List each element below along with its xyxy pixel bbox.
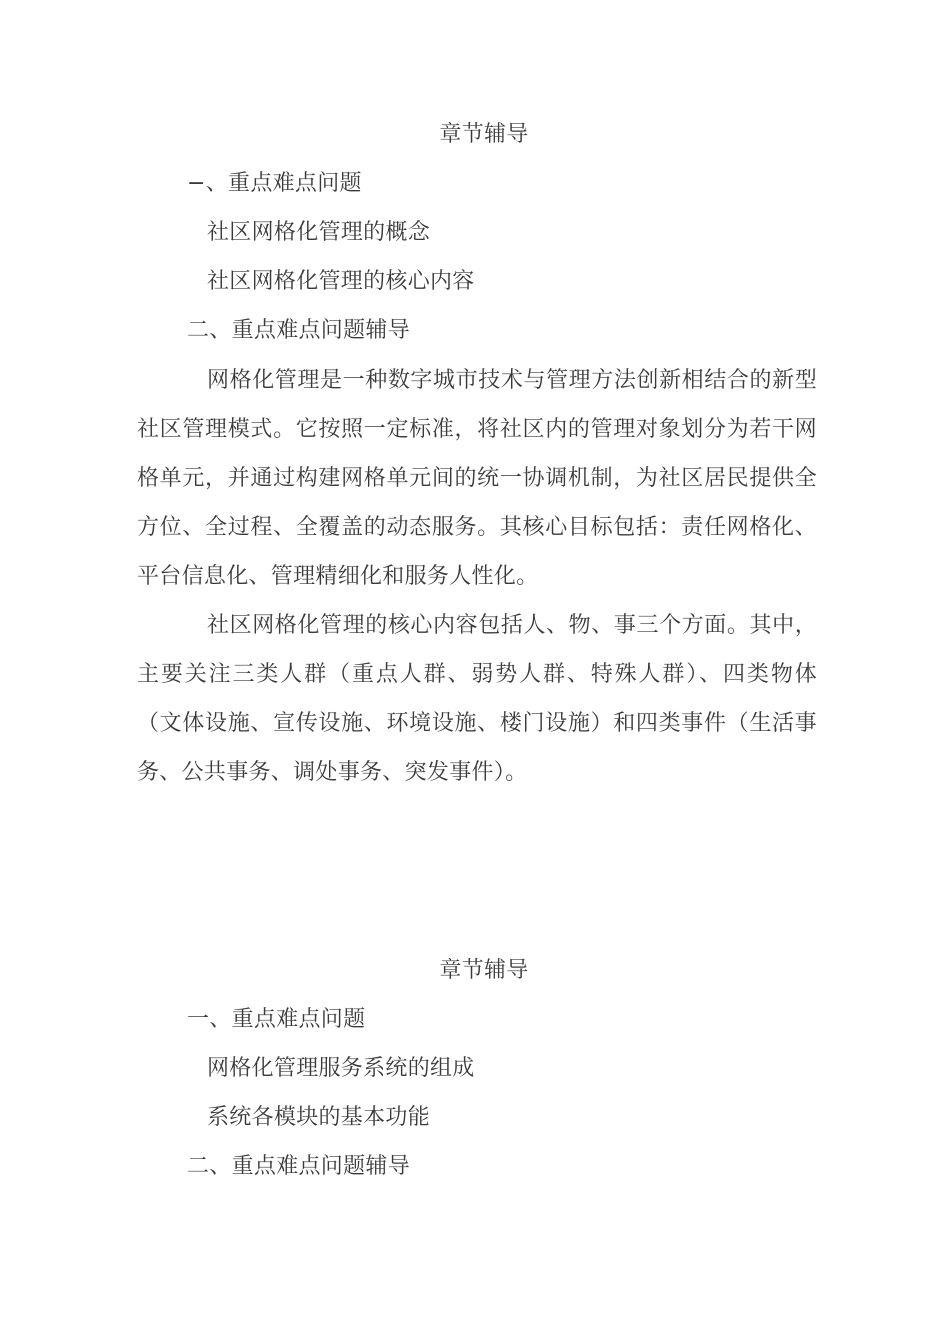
section1-paragraph-definition: 网格化管理是一种数字城市技术与管理方法创新相结合的新型社区管理模式。它按照一定标准，将社区内的管理对象划分为若干网格单元，并通过构建网格单元间的统一协调机制，为社区居民提供全方位、全过程、全覆盖的动态服务。其核心目标包括：责任网格化、平台信息化、管理精细化和服务人性化。 <box>137 368 817 589</box>
section1-title: 章节辅导 <box>439 122 529 147</box>
section2-heading-guidance: 二、重点难点问题辅导 <box>187 1154 411 1179</box>
section1-paragraph-core-content: 社区网格化管理的核心内容包括人、物、事三个方面。其中，主要关注三类人群（重点人群、弱势人群、特殊人群）、四类物体（文体设施、宣传设施、环境设施、楼门设施）和四类事件（生活事务、公共事务、调处事务、突发事件）。 <box>137 613 817 785</box>
section1-item-core-content: 社区网格化管理的核心内容 <box>207 269 475 294</box>
section2-title: 章节辅导 <box>439 958 529 983</box>
section1-heading-guidance: 二、重点难点问题辅导 <box>187 318 411 343</box>
section1-item-concept: 社区网格化管理的概念 <box>207 220 431 245</box>
section2-item-system-composition: 网格化管理服务系统的组成 <box>207 1056 475 1081</box>
section2-heading-key-problems: 一、重点难点问题 <box>187 1007 366 1032</box>
section2-item-module-functions: 系统各模块的基本功能 <box>207 1105 431 1130</box>
section1-heading-key-problems: −、重点难点问题 <box>187 171 362 196</box>
